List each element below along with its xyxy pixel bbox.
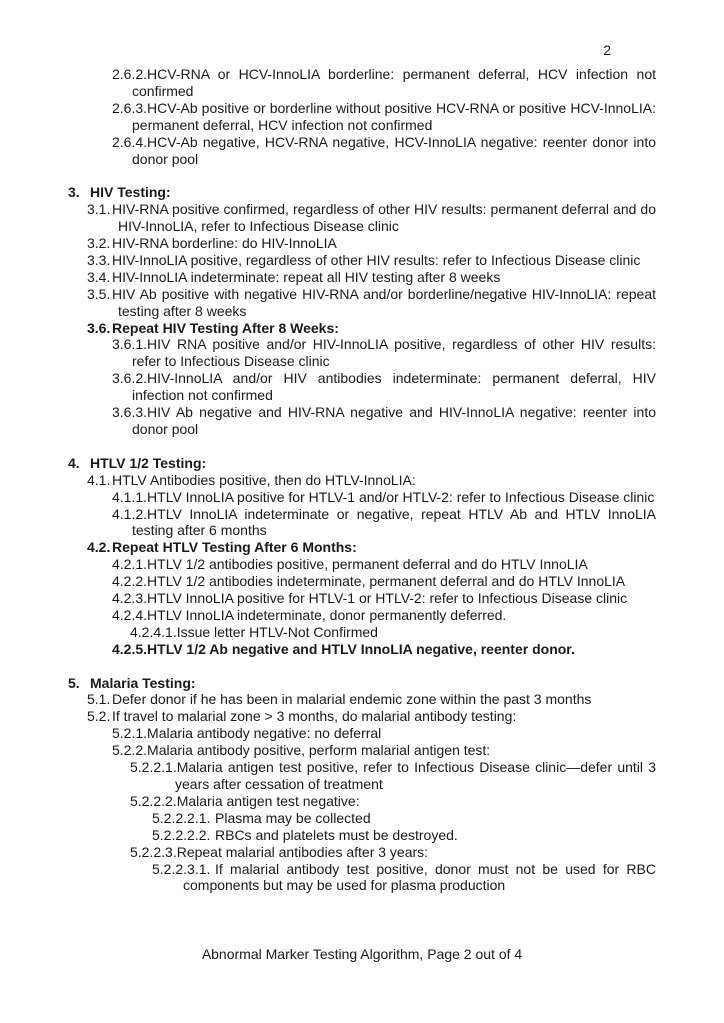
list-item-number: 3.1.	[87, 201, 111, 218]
list-item-3-3	[0, 252, 656, 269]
list-item-3	[0, 184, 656, 201]
list-item-5-2-2-3-1	[0, 861, 656, 895]
list-item-number: 2.6.4.	[112, 133, 148, 150]
list-item-text: HIV Testing:	[90, 184, 171, 201]
list-item-number: 3.5.	[87, 285, 111, 302]
list-item-2-6-3	[0, 100, 656, 134]
list-item-5-2-2-2-2	[0, 827, 656, 844]
list-item-number: 4.2.2.	[112, 573, 148, 590]
list-item-number: 4.1.1.	[112, 488, 148, 505]
list-item-text: HIV Ab negative and HIV-RNA negative and HIV-InnoLIA negative: reenter into donor pool	[132, 404, 656, 438]
list-item-4-2-2	[0, 573, 656, 590]
list-item-2-6-4	[0, 134, 656, 168]
list-item-number: 3.6.	[87, 319, 111, 336]
list-item-3-1	[0, 201, 656, 235]
list-item-5-1	[0, 691, 656, 708]
list-item-5-2-1	[0, 725, 656, 742]
page-number: 2	[603, 42, 611, 58]
list-item-text: Plasma may be collected	[215, 809, 371, 826]
list-item-text: If malarial antibody test positive, donor must not be used for RBC components but may be used for plasma production	[183, 860, 656, 894]
list-item-text: HTLV Antibodies positive, then do HTLV-InnoLIA:	[112, 471, 416, 488]
list-item-number: 3.2.	[87, 235, 111, 252]
list-item-number: 5.2.2.	[112, 742, 148, 759]
list-item-3-4	[0, 269, 656, 286]
list-item-text: Malaria Testing:	[90, 674, 196, 691]
list-item-number: 5.2.1.	[112, 725, 148, 742]
list-item-text: HTLV 1/2 antibodies positive, permanent deferral and do HTLV InnoLIA	[147, 556, 588, 573]
list-item-number: 5.2.2.2.1.	[152, 809, 211, 826]
list-item-4-2-1	[0, 556, 656, 573]
list-item-text: HTLV InnoLIA positive for HTLV-1 and/or HTLV-2: refer to Infectious Disease clinic	[147, 488, 655, 505]
list-item-number: 3.6.3.	[112, 404, 148, 421]
list-item-number: 4.2.	[87, 539, 111, 556]
list-item-text: HIV-InnoLIA positive, regardless of other HIV results: refer to Infectious Disease clinic	[112, 251, 641, 268]
list-item-number: 4.2.5.	[112, 640, 148, 657]
list-item-text: Malaria antibody negative: no deferral	[147, 725, 382, 742]
list-item-number: 3.3.	[87, 251, 111, 268]
page-footer: Abnormal Marker Testing Algorithm, Page 2 out of 4	[201, 946, 523, 962]
list-item-number: 3.4.	[87, 268, 111, 285]
list-item-3-6-3	[0, 404, 656, 438]
list-item-4-2-4-1	[0, 624, 656, 641]
list-item-4-2-4	[0, 607, 656, 624]
list-item-4	[0, 455, 656, 472]
list-item-text: HIV Ab positive with negative HIV-RNA and/or borderline/negative HIV-InnoLIA: repeat testing after 8 weeks	[112, 285, 656, 319]
list-item-text: HIV-RNA borderline: do HIV-InnoLIA	[112, 235, 337, 252]
list-item-text: Malaria antigen test positive, refer to Infectious Disease clinic—defer until 3 years after cessation of treatment	[175, 759, 656, 793]
list-item-4-1-1	[0, 489, 656, 506]
list-item-number: 5.2.2.1.	[130, 759, 177, 776]
list-item-number: 3.6.1.	[112, 336, 148, 353]
list-item-text: HIV-InnoLIA and/or HIV antibodies indeterminate: permanent deferral, HIV infection not confirmed	[132, 370, 656, 404]
list-item-5-2-2-2-1	[0, 810, 656, 827]
list-item-text: Repeat malarial antibodies after 3 years:	[176, 843, 429, 860]
list-item-number: 4.2.1.	[112, 556, 148, 573]
list-item-text: Malaria antigen test negative:	[176, 792, 360, 809]
list-item-text: HIV-InnoLIA indeterminate: repeat all HIV testing after 8 weeks	[112, 268, 501, 285]
list-item-3-6	[0, 320, 656, 337]
list-item-5-2-2-3	[0, 844, 656, 861]
list-item-number: 5.	[68, 674, 80, 691]
list-item-text: HTLV 1/2 Ab negative and HTLV InnoLIA negative, reenter donor.	[147, 640, 575, 657]
list-item-text: Defer donor if he has been in malarial endemic zone within the past 3 months	[112, 691, 592, 708]
list-item-4-1-2	[0, 506, 656, 540]
list-item-5	[0, 675, 656, 692]
list-item-2-6-2	[0, 66, 656, 100]
list-item-number: 5.1.	[87, 691, 111, 708]
list-item-number: 2.6.3.	[112, 99, 148, 116]
list-item-text: Repeat HIV Testing After 8 Weeks:	[112, 319, 339, 336]
list-item-text: If travel to malarial zone > 3 months, do malarial antibody testing:	[112, 708, 517, 725]
list-item-text: HTLV 1/2 antibodies indeterminate, permanent deferral and do HTLV InnoLIA	[147, 573, 626, 590]
list-item-text: HTLV InnoLIA indeterminate or negative, repeat HTLV Ab and HTLV InnoLIA testing after 6 months	[132, 505, 656, 539]
list-item-text: Issue letter HTLV-Not Confirmed	[176, 623, 378, 640]
list-item-text: HCV-Ab negative, HCV-RNA negative, HCV-InnoLIA negative: reenter donor into donor pool	[132, 133, 656, 167]
list-item-number: 4.2.4.	[112, 606, 148, 623]
list-item-text: HIV-RNA positive confirmed, regardless of other HIV results: permanent deferral and do HIV-InnoLIA, refer to Infectious Disease clinic	[112, 201, 656, 235]
list-item-5-2-2-1	[0, 759, 656, 793]
list-item-text: HTLV InnoLIA indeterminate, donor permanently deferred.	[147, 606, 507, 623]
list-item-number: 4.	[68, 454, 80, 471]
list-item-number: 5.2.2.3.	[130, 843, 177, 860]
list-item-number: 5.2.2.3.1.	[152, 860, 211, 877]
list-item-text: HTLV 1/2 Testing:	[90, 454, 207, 471]
list-item-number: 4.2.3.	[112, 590, 148, 607]
list-item-text: Malaria antibody positive, perform malarial antigen test:	[147, 742, 491, 759]
list-item-number: 2.6.2.	[112, 66, 148, 82]
list-item-3-6-1	[0, 336, 656, 370]
list-item-text: RBCs and platelets must be destroyed.	[215, 826, 458, 843]
list-item-5-2-2	[0, 742, 656, 759]
list-item-5-2-2-2	[0, 793, 656, 810]
list-item-4-1	[0, 472, 656, 489]
list-item-number: 5.2.	[87, 708, 111, 725]
list-item-text: Repeat HTLV Testing After 6 Months:	[112, 539, 357, 556]
list-item-text: HIV RNA positive and/or HIV-InnoLIA positive, regardless of other HIV results: refer to Infectious Disease clinic	[132, 336, 656, 370]
list-item-number: 3.	[68, 184, 80, 201]
list-item-number: 4.1.2.	[112, 505, 148, 522]
list-item-4-2-3	[0, 590, 656, 607]
list-item-number: 5.2.2.2.2.	[152, 826, 211, 843]
list-item-3-2	[0, 235, 656, 252]
list-item-number: 4.1.	[87, 471, 111, 488]
list-item-4-2-5	[0, 641, 656, 658]
list-item-5-2	[0, 708, 656, 725]
document-content	[0, 66, 724, 894]
list-item-text: HCV-RNA or HCV-InnoLIA borderline: permanent deferral, HCV infection not confirmed	[132, 66, 656, 99]
list-item-3-6-2	[0, 370, 656, 404]
list-item-text: HTLV InnoLIA positive for HTLV-1 or HTLV-2: refer to Infectious Disease clinic	[147, 590, 628, 607]
list-item-number: 5.2.2.2.	[130, 792, 177, 809]
list-item-3-5	[0, 286, 656, 320]
list-item-4-2	[0, 539, 656, 556]
list-item-number: 4.2.4.1.	[130, 623, 177, 640]
list-item-text: HCV-Ab positive or borderline without positive HCV-RNA or positive HCV-InnoLIA: permanent deferral, HCV infection not confirmed	[132, 99, 656, 133]
list-item-number: 3.6.2.	[112, 370, 148, 387]
